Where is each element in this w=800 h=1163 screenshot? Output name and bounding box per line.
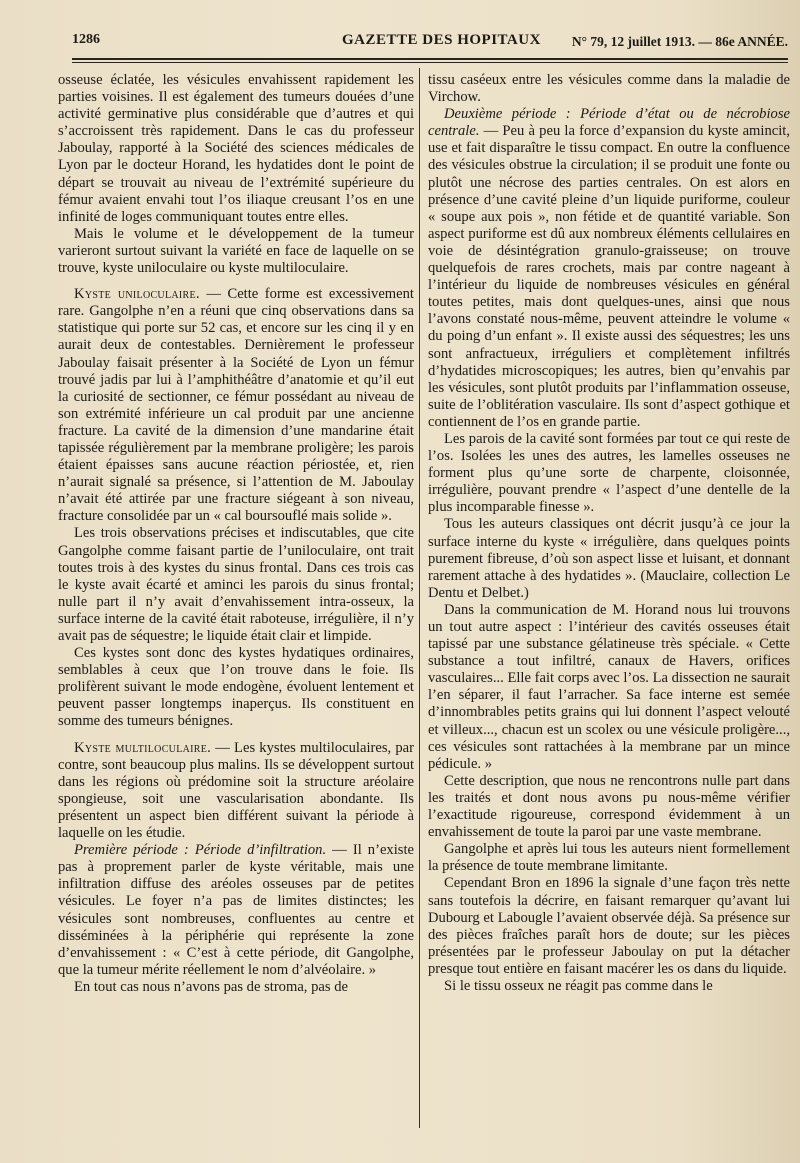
right-column xyxy=(428,72,790,995)
section-heading: Kyste multiloculaire. xyxy=(74,739,212,756)
paragraph-deuxieme-periode xyxy=(428,106,790,431)
column-divider xyxy=(419,68,420,1128)
issue-info: N° 79, 12 juillet 1913. — 86e ANNÉE. xyxy=(571,34,788,49)
paragraph: osseuse éclatée, les vésicules envahissent rapidement les parties voisines. Il est également des tumeurs douées d’une activité germinative plus considérable que d’autres et qui s’accroissent très rapidement. Dans le cas du professeur Jaboulay, rapporté à la Société des sciences médicales de Lyon par le docteur Horand, les hydatides dont le point de départ se trouvait au niveau de l’extrémité supérieure du fémur avaient envahi tout l’os iliaque creusant l’os en une infinité de loges communiquant toutes entre elles. xyxy=(58,72,414,225)
paragraph-text: — Il n’existe pas à proprement parler de kyste véritable, mais une infiltration diffuse des aréoles osseuses par de petites vésicules. Le foyer n’a pas de limites distinctes; les vésicules sont nombreuses, confluentes au centre et disséminées à la périphérie qui représente la zone d’envahissement : « C’est à cette période, dit Gangolphe, que la tumeur mérite réellement le nom d’alvéolaire. » xyxy=(58,842,414,978)
paragraph: Ces kystes sont donc des kystes hydatiques ordinaires, semblables à ceux que l’on trouve dans le foie. Ils prolifèrent suivant le mode endogène, évoluent lentement et peuvent passer longtemps inaperçus. Ils constituent en somme des tumeurs bénignes. xyxy=(58,645,414,730)
paragraph-text: — Cette forme est excessivement rare. Gangolphe n’en a réuni que cinq observations dans sa statistique qui porte sur 52 cas, et encore sur les cinq il y en aurait deux de contestables. Dernièrement le professeur Jaboulay faisait présenter à la Société de Lyon un fémur trouvé jadis par lui à l’amphithéâtre d’anatomie et qu’il eut la curiosité de sectionner, ce fémur possédant au niveau de son extrémité inférieure un cal produit par une ancienne fracture. La cavité de la dimension d’une mandarine était tapissée régulièrement par la membrane proligère; les parois étaient épaisses sans aucune réaction périostée, et, rien n’aurait signalé sa présence, si l’attention de M. Jaboulay n’avait été attirée par une fracture siégeant à son niveau, fracture consolidée par un « cal boursouflé mais solide ». xyxy=(58,286,414,525)
period-heading: Deuxième période : Période d’état ou de nécrobiose centrale. xyxy=(428,106,790,140)
paragraph-text: — Peu à peu la force d’expansion du kyste amincit, use et fait disparaître le tissu compact. En outre la confluence des vésicules obstrue la circulation; il se produit une fonte ou plutôt une nécrose des parties centrales. On est alors en présence d’une cavité pleine d’un liquide puriforme, couleur « soupe aux pois », non fétide et de quantité variable. Son aspect puriforme est dû aux nombreux éléments cellulaires en voie de désintégration granulo-graisseuse; on trouve quelquefois de rares crochets, mais par contre nageant à l’intérieur du liquide de nombreuses vésicules en général toutes petites, mais dont quelques-unes, ainsi que nous l’avons constaté nous-même, peuvent atteindre le volume « du poing d’un enfant ». Il existe aussi des séquestres; les uns sont anfractueux, irréguliers et complètement infiltrés d’hydatides microscopiques; les autres, bien qu’envahis par les vésicules, sont plutôt produits par l’inflammation osseuse, suite de l’oblitération vasculaire. Ils sont d’aspect gothique et contiennent de l’os en grande partie. xyxy=(428,123,790,430)
paragraph: Dans la communication de M. Horand nous lui trouvons un tout autre aspect : l’intérieur des cavités osseuses était tapissé par une substance gélatineuse très spéciale. « Cette substance a tout infiltré, canaux de Havers, orifices vasculaires... Elle fait corps avec l’os. La dissection ne saurait l’en séparer, il faut l’arracher. Sa face interne est semée d’innombrables petits grains qui lui donnent l’aspect velouté et villeux..., chacun est un scolex ou une vésicule proligère..., ces vésicules sont rattachées à la membrane par un mince pédicule. » xyxy=(428,601,790,772)
paragraph: En tout cas nous n’avons pas de stroma, pas de xyxy=(74,978,348,995)
left-column xyxy=(58,72,414,996)
header-rule-thin xyxy=(72,62,788,63)
page-header xyxy=(72,30,788,56)
paragraph-premiere-periode xyxy=(58,842,414,979)
paragraph: Cependant Bron en 1896 la signale d’une façon très nette sans toutefois la décrire, en faisant remarquer qu’avant lui Dubourg et Labougle l’avaient observée déjà. Sa présence sur des pièces fraîches paraît hors de doute; sur les pièces présentées par le professeur Jaboulay on put la détacher presque tout entière en faisant macérer les os dans du liquide. xyxy=(428,875,790,977)
paragraph: Gangolphe et après lui tous les auteurs nient formellement la présence de toute membrane limitante. xyxy=(428,841,790,875)
section-heading: Kyste uniloculaire. xyxy=(74,286,200,303)
paragraph: Les parois de la cavité sont formées par tout ce qui reste de l’os. Isolées les unes des autres, les lamelles osseuses ne forment plus qu’une sorte de charpente, cloisonnée, irrégulière, pouvant prendre « l’aspect d’une dentelle de la plus incomparable finesse ». xyxy=(428,430,790,516)
paragraph: Tous les auteurs classiques ont décrit jusqu’à ce jour la surface interne du kyste « irrégulière, dans quelques points purement fibreuse, d’où son aspect lisse et luisant, et donnant rarement attache à des hydatides ». (Mauclaire, collection Le Dentu et Delbet.) xyxy=(428,516,790,601)
paragraph-text: — Les kystes multiloculaires, par contre, sont beaucoup plus malins. Ils se développent surtout dans les régions où prédomine soit la structure aréolaire spongieuse, soit une vascularisation abondante. Ils présentent un aspect bien différent suivant la période à laquelle on les étudie. xyxy=(58,739,414,842)
section-multiloculaire xyxy=(58,740,414,843)
paragraph: Cette description, que nous ne rencontrons nulle part dans les traités et dont nous avons pu nous-même vérifier l’exactitude rigoureuse, correspond évidemment à un envahissement de toute la paroi par une vaste membrane. xyxy=(428,772,790,841)
period-heading: Première période : Période d’infiltration. xyxy=(74,842,327,859)
section-uniloculaire xyxy=(58,286,414,525)
page-number: 1286 xyxy=(72,32,100,47)
paragraph: Mais le volume et le développement de la tumeur varieront surtout suivant la variété en face de laquelle on se trouve, kyste uniloculaire ou kyste multiloculaire. xyxy=(58,225,414,277)
paragraph: Si le tissu osseux ne réagit pas comme dans le xyxy=(444,977,713,994)
header-rule xyxy=(72,58,788,60)
paragraph: Les trois observations précises et indiscutables, que cite Gangolphe comme faisant partie de l’uniloculaire, ont trait toutes trois à des kystes du sinus frontal. Dans ces trois cas le kyste avait écarté et aminci les parois du sinus frontal; nulle part il n’y avait d’envahissement intra-osseux, la surface interne de la cavité était raboteuse, irrégulière, il n’y avait pas de séquestre; le liquide était clair et limpide. xyxy=(58,525,414,644)
paragraph: tissu caséeux entre les vésicules comme dans la maladie de Virchow. xyxy=(428,72,790,106)
journal-title: GAZETTE DES HOPITAUX xyxy=(342,32,541,48)
